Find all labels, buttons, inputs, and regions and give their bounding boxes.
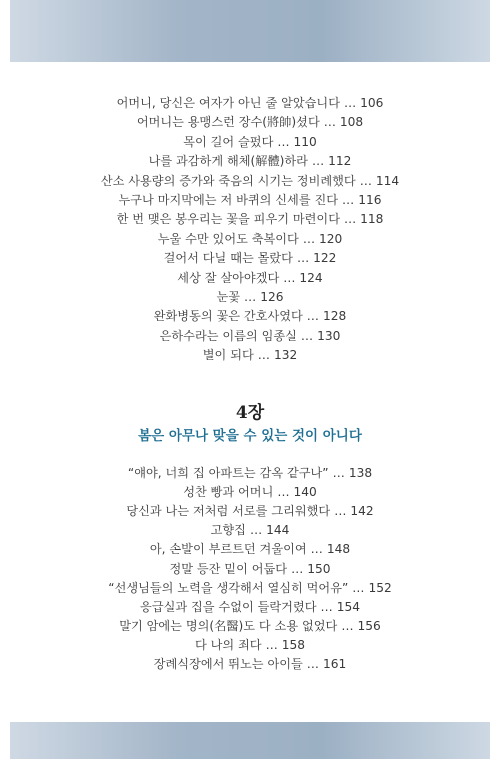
toc-entry-title: 말기 암에는 명의(名醫)도 다 소용 없었다	[119, 618, 338, 633]
toc-entry-title: 별이 되다	[202, 348, 254, 363]
toc-entry	[0, 251, 500, 265]
toc-entry-page-number: 140	[293, 485, 317, 500]
toc-entry-ellipsis: …	[306, 309, 319, 324]
toc-entry-ellipsis: …	[311, 154, 325, 169]
toc-entry-title: 세상 잘 살아야겠다	[177, 270, 280, 285]
toc-entry-title: 응급실과 집을 수없이 들락거렸다	[140, 599, 317, 614]
toc-entry-ellipsis: …	[277, 485, 290, 500]
toc-entry-title: 완화병동의 꽃은 간호사였다	[153, 309, 303, 324]
toc-entry-ellipsis: …	[277, 134, 290, 149]
toc-entry	[0, 466, 500, 480]
toc-entry	[0, 174, 500, 188]
toc-entry	[0, 348, 500, 362]
toc-entry-page-number: 161	[322, 657, 347, 671]
toc-entry-page-number: 148	[326, 542, 351, 557]
toc-entry-ellipsis: …	[332, 466, 345, 480]
toc-entry	[0, 329, 500, 343]
toc-entry-ellipsis: …	[300, 328, 314, 343]
toc-entry	[0, 309, 500, 323]
toc-entry-title: “얘야, 너희 집 아파트는 감옥 같구나”	[127, 466, 329, 480]
chapter-title: 봄은 아무나 맞을 수 있는 것이 아니다	[138, 428, 362, 444]
toc-entry-title: 누울 수만 있어도 축복이다	[157, 231, 299, 246]
toc-entry-page-number: 112	[328, 154, 352, 169]
toc-entry-page-number: 132	[273, 348, 298, 363]
toc-entry-page-number: 128	[322, 309, 347, 324]
toc-entry-title: 장례식장에서 뛰노는 아이들	[153, 657, 303, 671]
toc-entry-page-number: 126	[260, 290, 284, 304]
toc-entry-ellipsis: …	[323, 115, 336, 130]
toc-entry-title: 걸어서 다닐 때는 몰랐다	[163, 251, 293, 266]
toc-entry-page-number: 156	[357, 618, 381, 633]
toc-entry-ellipsis: …	[334, 504, 347, 519]
toc-entry	[0, 619, 500, 633]
toc-entry-title: 목이 길어 슬펐다	[183, 134, 274, 149]
toc-entry-title: 고향집	[210, 523, 246, 538]
toc-entry-ellipsis: …	[341, 618, 354, 633]
toc-entry	[0, 657, 500, 671]
toc-entry	[0, 638, 500, 652]
toc-entry-page-number: 142	[350, 504, 374, 519]
toc-entry-page-number: 158	[281, 637, 306, 652]
toc-entry-title: 당신과 나는 저처럼 서로를 그리워했다	[126, 504, 331, 519]
toc-entry-page-number: 110	[293, 134, 317, 149]
header-decorative-band	[10, 0, 490, 62]
toc-entry-page-number: 122	[313, 251, 337, 266]
toc-entry-page-number: 114	[375, 173, 400, 188]
toc-entry-ellipsis: …	[283, 270, 296, 285]
toc-entry-page-number: 124	[299, 270, 323, 285]
toc-entry-title: 아, 손발이 부르트던 겨울이여	[149, 542, 307, 557]
toc-entry-ellipsis: …	[302, 231, 316, 246]
footer-decorative-band	[10, 722, 490, 759]
toc-entry-ellipsis: …	[310, 542, 323, 557]
toc-entry-page-number: 120	[319, 231, 343, 246]
toc-entry-page-number: 108	[339, 115, 364, 130]
toc-entry-page-number: 150	[307, 561, 331, 576]
toc-entry-title: 산소 사용량의 증가와 죽음의 시기는 정비례했다	[100, 173, 356, 188]
toc-entry-title: “선생님들의 노력을 생각해서 열심히 먹어유”	[108, 580, 349, 595]
toc-entry-title: 나를 과감하게 해체(解體)하라	[148, 154, 308, 169]
toc-entry-ellipsis: …	[291, 561, 304, 576]
toc-entry	[0, 96, 500, 110]
toc-entry-ellipsis: …	[265, 637, 278, 652]
toc-entry	[0, 154, 500, 168]
toc-entry	[0, 290, 500, 304]
toc-entry-ellipsis: …	[249, 523, 263, 538]
toc-entry-title: 어머니, 당신은 여자가 아닌 줄 알았습니다	[116, 96, 340, 110]
toc-entry-page-number: 144	[266, 523, 290, 538]
toc-entry-ellipsis: …	[296, 251, 310, 266]
toc-entry-title: 한 번 맺은 봉우리는 꽃을 피우기 마련이다	[116, 212, 340, 227]
toc-entry	[0, 115, 500, 129]
toc-entry-ellipsis: …	[359, 173, 372, 188]
toc-entry	[0, 523, 500, 537]
toc-entry-title: 은하수라는 이름의 임종실	[159, 328, 297, 343]
toc-entry	[0, 135, 500, 149]
toc-entry-title: 다 나의 죄다	[194, 637, 262, 652]
toc-entry	[0, 485, 500, 499]
toc-entry-ellipsis: …	[306, 657, 319, 671]
toc-entry	[0, 271, 500, 285]
toc-entry-title: 성찬 빵과 어머니	[183, 485, 274, 500]
toc-entry-page-number: 154	[336, 599, 360, 614]
toc-entry-ellipsis: …	[343, 96, 357, 110]
toc-entry-page-number: 138	[348, 466, 373, 480]
toc-entry-ellipsis: …	[342, 193, 355, 207]
toc-entry	[0, 504, 500, 518]
toc-entry	[0, 562, 500, 576]
toc-entry	[0, 581, 500, 595]
toc-entry	[0, 193, 500, 207]
toc-entry-title: 눈꽃	[216, 290, 241, 304]
toc-entry-page-number: 116	[358, 193, 382, 207]
toc-entry	[0, 212, 500, 226]
toc-entry-title: 어머니는 용맹스런 장수(將帥)셨다	[136, 115, 320, 130]
toc-entry-ellipsis: …	[244, 290, 257, 304]
toc-entry-page-number: 118	[360, 212, 384, 227]
toc-entry-title: 정말 등잔 밑이 어둡다	[169, 561, 288, 576]
toc-entry-page-number: 130	[317, 328, 341, 343]
toc-entry-ellipsis: …	[257, 348, 270, 363]
toc-entry-page-number: 106	[360, 96, 384, 110]
toc-entry-page-number: 152	[368, 580, 392, 595]
toc-entry-ellipsis: …	[352, 580, 365, 595]
toc-entry	[0, 600, 500, 614]
toc-entry	[0, 232, 500, 246]
toc-entry-ellipsis: …	[320, 599, 333, 614]
toc-entry	[0, 542, 500, 556]
toc-entry-title: 누구나 마지막에는 저 바퀴의 신세를 진다	[118, 193, 339, 207]
toc-entry-ellipsis: …	[343, 212, 357, 227]
chapter-number: 4장	[235, 403, 265, 423]
